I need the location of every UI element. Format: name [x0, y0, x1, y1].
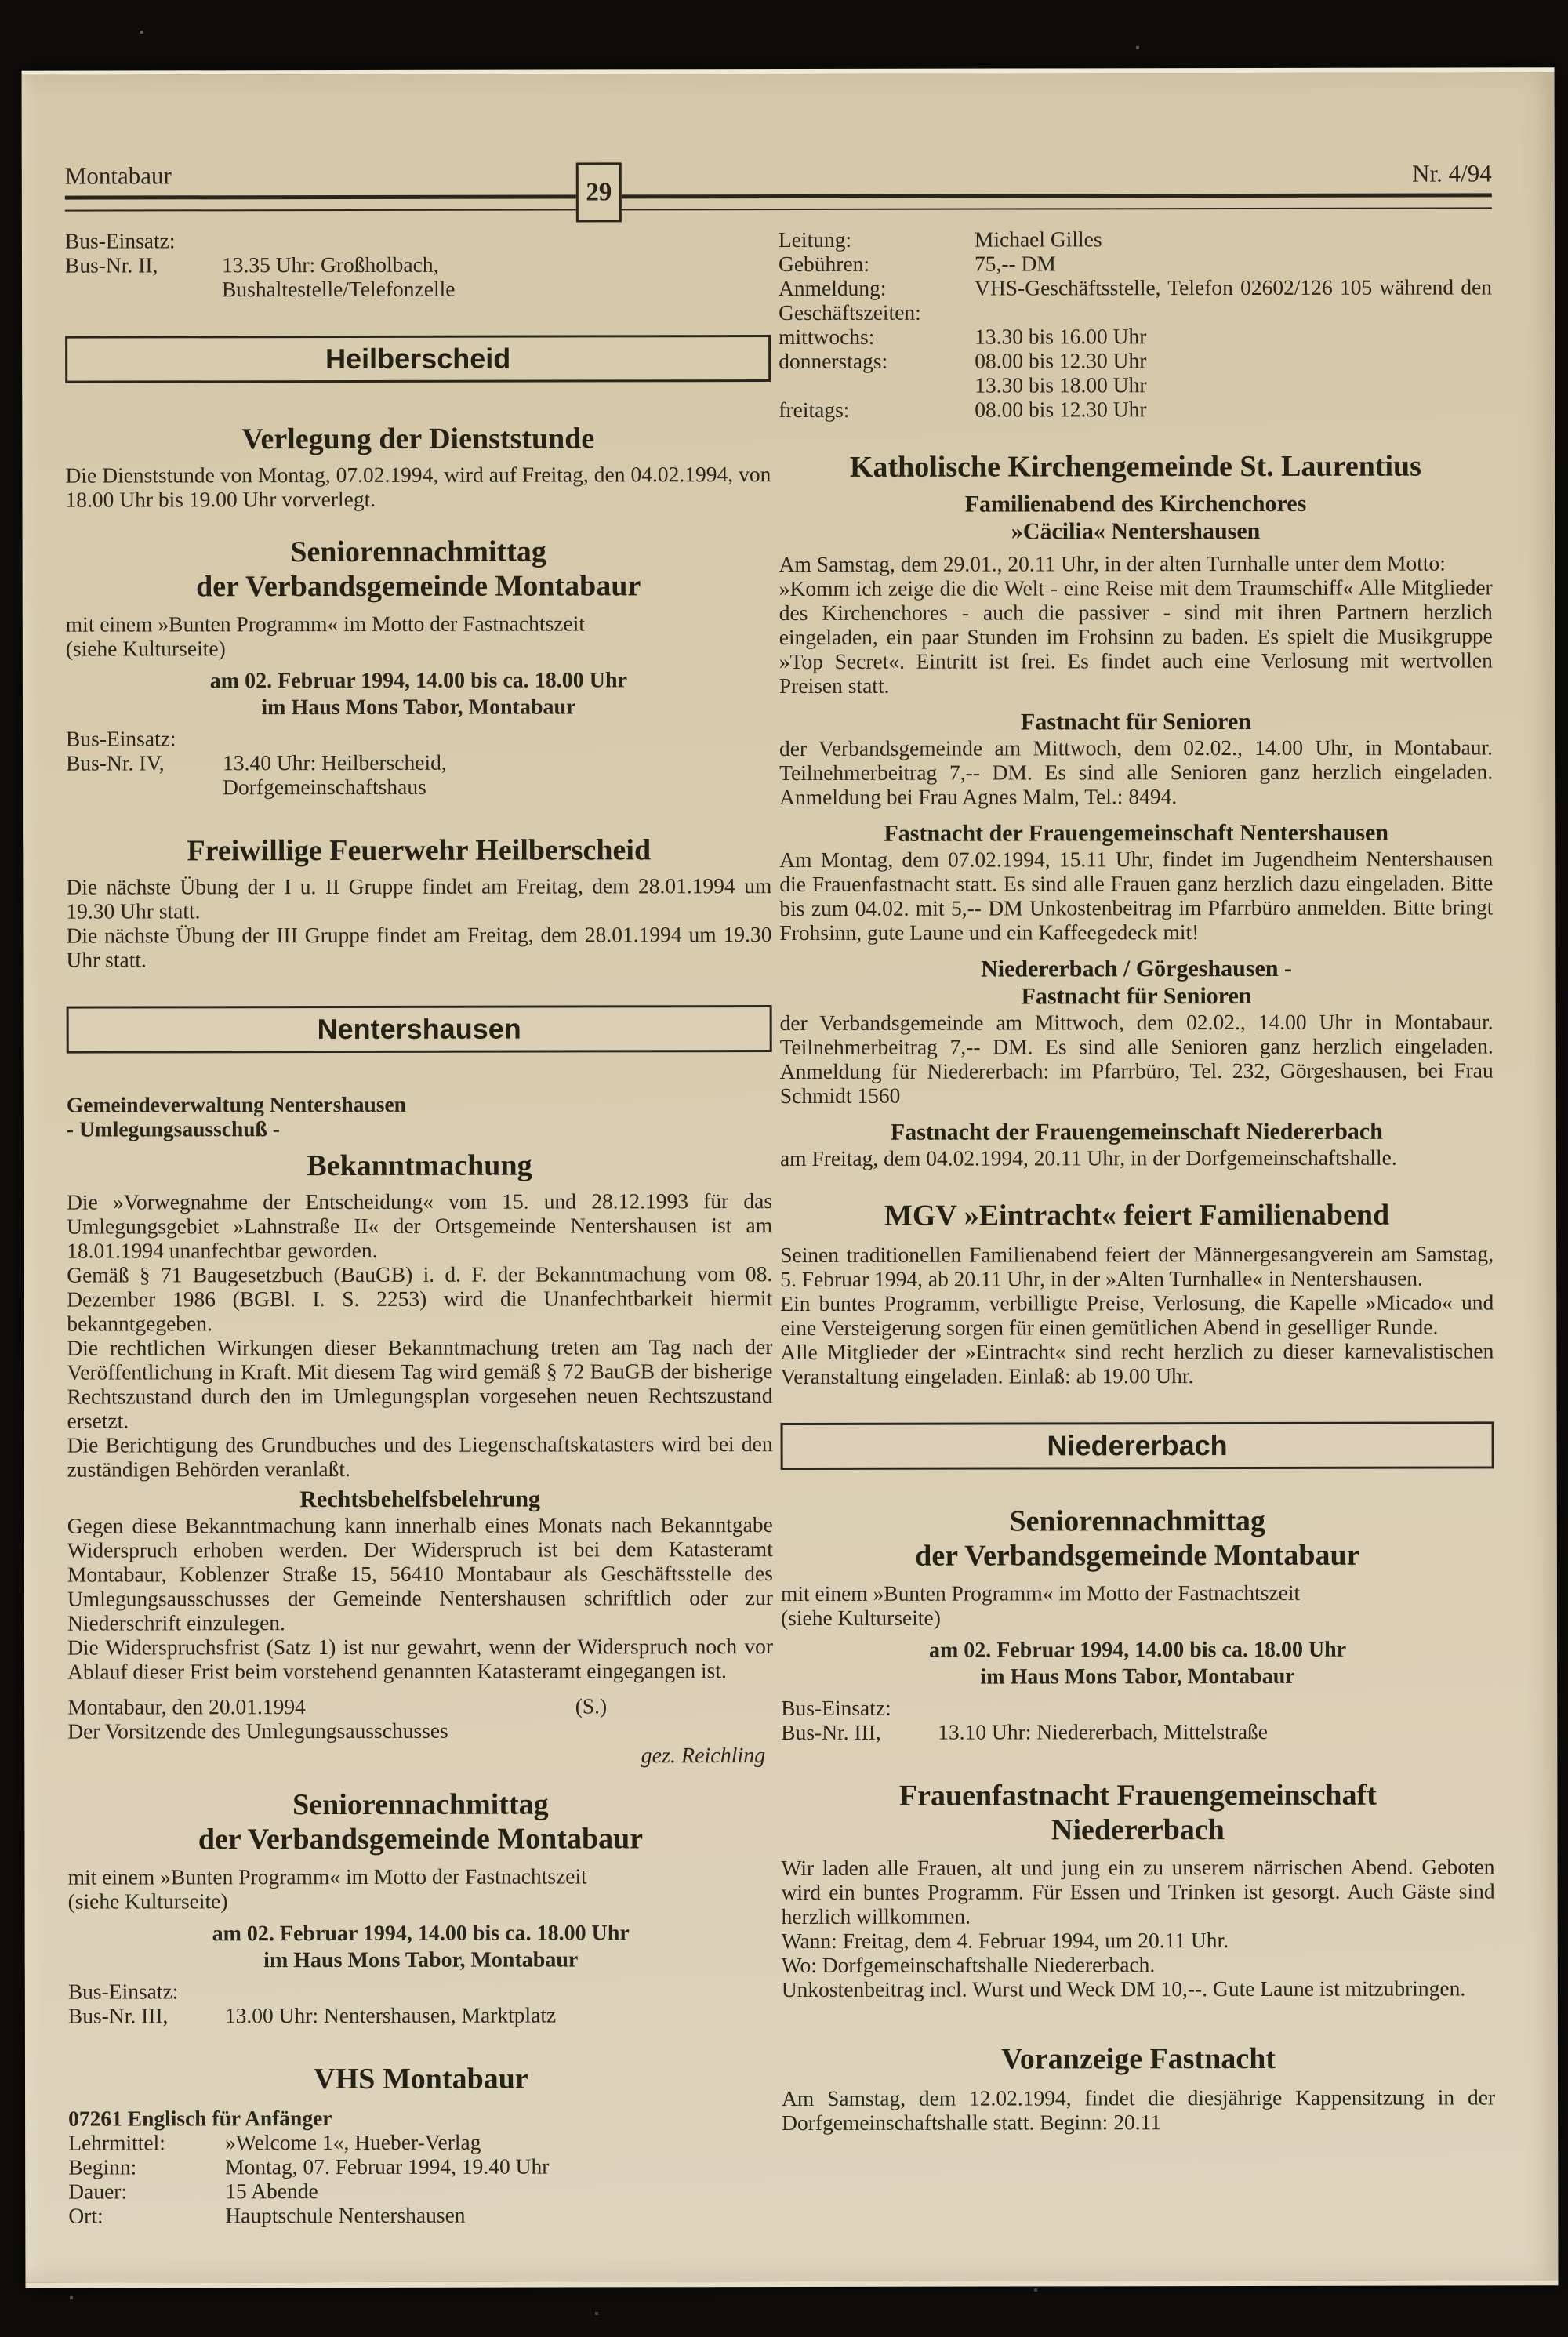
senioren-venue: im Haus Mons Tabor, Montabaur — [980, 1664, 1295, 1689]
signature-place-date: Montabaur, den 20.01.1994 — [67, 1694, 306, 1719]
vhs-info-row: Lehrmittel: »Welcome 1«, Hueber-Verlag — [68, 2129, 481, 2155]
anmeldung-label: Anmeldung: — [778, 275, 887, 301]
authority-line: - Umlegungsausschuß - — [66, 1116, 280, 1141]
masthead — [65, 160, 1492, 189]
anmeldung-value: VHS-Geschäftsstelle, Telefon 02602/126 105 während den Geschäftszeiten: — [779, 274, 1493, 325]
section-title-feuerwehr: Freiwillige Feuerwehr Heilberscheid — [187, 833, 652, 868]
section-title-voranzeige: Voranzeige Fastnacht — [1000, 2041, 1276, 2076]
bus-row — [66, 749, 771, 775]
left-column — [65, 227, 774, 2228]
section-title-kirchengemeinde: Katholische Kirchengemeinde St. Laurentius — [849, 449, 1421, 484]
senioren-intro: mit einem »Bunten Programm« im Motto der Fastnachtszeit — [780, 1580, 1301, 1606]
mgv-paragraph: Seinen traditionellen Familienabend feiert der Männergesangverein am Samstag, 5. Februar 1994, ab 20.11 Uhr, in der »Alten Turnhalle« in Nentershausen. — [780, 1241, 1494, 1292]
senioren-venue: im Haus Mons Tabor, Montabaur — [261, 695, 576, 720]
mgv-paragraph: Alle Mitglieder der »Eintracht« sind recht herzlich zu dieser karnevalistischen Veranstaltung eingeladen. Einlaß: ab 19.00 Uhr. — [780, 1338, 1494, 1389]
page-number: 29 — [586, 177, 612, 206]
verlegung-body: Die Dienststunde von Montag, 07.02.1994, wird auf Freitag, den 04.02.1994, von 18.00 Uhr bis 19.00 Uhr vorverlegt. — [65, 462, 771, 512]
bus-row — [65, 276, 771, 302]
bus-stop: Bushaltestelle/Telefonzelle — [221, 276, 456, 302]
signature-seal: (S.) — [575, 1693, 608, 1718]
section-title-mgv: MGV »Eintracht« feiert Familienabend — [884, 1198, 1390, 1232]
vhs-info-row: Leitung: Michael Gilles — [778, 227, 1102, 252]
vhs-course-title: 07261 Englisch für Anfänger — [68, 2106, 332, 2131]
voranzeige-body: Am Samstag, dem 12.02.1994, findet die diesjährige Kappensitzung in der Dorfgemeinschaftshalle statt. Beginn: 20.11 — [782, 2085, 1496, 2136]
office-hours-row: donnerstags: 08.00 bis 12.30 Uhr — [779, 348, 1147, 374]
senioren-intro: mit einem »Bunten Programm« im Motto der Fastnachtszeit — [65, 611, 585, 637]
bus-time-place: 13.35 Uhr: Großholbach, — [221, 252, 439, 278]
frauenfastnacht-paragraph: Unkostenbeitrag incl. Wurst und Weck DM 10,--. Gute Laune ist mitzubringen. — [781, 1976, 1466, 2002]
bus-einsatz-label: Bus-Einsatz: — [65, 726, 176, 751]
bekanntmachung-paragraph: Gemäß § 71 Baugesetzbuch (BauGB) i. d. F. der Bekanntmachung vom 08. Dezember 1986 (BGBl. I. S. 2253) wird die Unanfechtbarkeit hiermit bekanntgegeben. — [67, 1261, 773, 1336]
bus-einsatz-label: Bus-Einsatz: — [67, 1979, 179, 2004]
section-title-seniorennachmittag: Seniorennachmittag der Verbandsgemeinde Montabaur — [915, 1504, 1360, 1573]
frauenfastnacht-wo: Wo: Dorfgemeinschaftshalle Niedererbach. — [781, 1952, 1156, 1978]
feuerwehr-paragraph: Die nächste Übung der I u. II Gruppe findet am Freitag, dem 28.01.1994 um 19.30 Uhr statt. — [66, 873, 772, 924]
section-title-vhs: VHS Montabaur — [314, 2062, 528, 2096]
subsection-title-fastnacht-senioren: Fastnacht für Senioren — [1021, 982, 1252, 1010]
frauen-niedererbach-body: am Freitag, dem 04.02.1994, 20.11 Uhr, in der Dorfgemeinschaftshalle. — [779, 1145, 1397, 1171]
frauenfastnacht-paragraph: Wir laden alle Frauen, alt und jung ein zu unserem närrischen Abend. Geboten wird ein buntes Programm. Für Essen und Trinken ist gesorgt. Auch Gäste sind herzlich willkommen. — [781, 1854, 1495, 1929]
subsection-title-caecilia: »Cäcilia« Nentershausen — [1011, 517, 1261, 545]
vhs-info-row: Beginn: Montag, 07. Februar 1994, 19.40 Uhr — [68, 2154, 550, 2179]
newspaper-page — [22, 67, 1559, 2288]
bus-einsatz-label: Bus-Einsatz: — [64, 228, 176, 253]
bus-time-place: 13.40 Uhr: Heilberscheid, — [223, 749, 447, 775]
bus-row — [66, 774, 771, 800]
bus-row — [68, 2002, 774, 2028]
rechtsbehelf-paragraph: Gegen diese Bekanntmachung kann innerhalb eines Monats nach Bekanntgabe Widerspruch erhoben werden. Der Widerspruch ist bei dem Katasteramt Montabaur, Koblenzer Straße 15, 56410 Montabaur als Geschäftsstelle des Umlegungsausschusses der Gemeinde Nentershausen schriftlich oder zur Niederschrift einzulegen. — [67, 1512, 773, 1635]
locality-box-nentershausen: Nentershausen — [67, 1005, 772, 1054]
bus-number: Bus-Nr. III, — [67, 2003, 169, 2028]
vhs-info-row: Dauer: 15 Abende — [68, 2179, 318, 2204]
bus-number: Bus-Nr. III, — [781, 1719, 881, 1745]
senioren-venue: im Haus Mons Tabor, Montabaur — [263, 1947, 579, 1973]
rechtsbehelf-paragraph: Die Widerspruchsfrist (Satz 1) ist nur gewahrt, wenn der Widerspruch noch vor Ablauf dieser Frist beim vorstehend genannten Katasteramt eingegangen ist. — [67, 1634, 774, 1684]
page-title: Montabaur — [64, 161, 172, 190]
senioren-datetime: am 02. Februar 1994, 14.00 bis ca. 18.00 Uhr — [212, 1921, 630, 1947]
section-title-verlegung: Verlegung der Dienststunde — [241, 422, 595, 456]
signature-row — [67, 1693, 773, 1719]
subsection-title-frauen-nentershausen: Fastnacht der Frauengemeinschaft Nentershausen — [884, 819, 1389, 847]
bus-number: Bus-Nr. IV, — [66, 750, 165, 775]
office-hours-row: 13.30 bis 18.00 Uhr — [975, 372, 1147, 397]
bus-stop: Dorfgemeinschaftshaus — [223, 774, 426, 800]
office-hours-row: mittwochs: 13.30 bis 16.00 Uhr — [779, 324, 1147, 350]
feuerwehr-paragraph: Die nächste Übung der III Gruppe findet am Freitag, dem 28.01.1994 um 19.30 Uhr statt. — [66, 922, 772, 972]
page-number-badge — [576, 162, 622, 222]
bus-row — [65, 252, 771, 278]
senioren-intro2: (siehe Kulturseite) — [65, 636, 226, 661]
bus-row — [781, 1718, 1494, 1744]
familienabend-paragraph: Am Samstag, dem 29.01., 20.11 Uhr, in der alten Turnhalle unter dem Motto: — [779, 550, 1446, 577]
masthead-rule — [65, 177, 1492, 211]
familienabend-paragraph: »Komm ich zeige die die Welt - eine Reise mit dem Traumschiff« Alle Mitglieder des Kirchenchores - auch die passiver - sind mit ihren Partnern herzlich eingeladen, ein paar Stunden im Frohsinn zu baden. Es spielt die Musikgruppe »Top Secret«. Eintritt ist frei. Es findet auch eine Verlosung mit wertvollen Preisen statt. — [779, 575, 1493, 699]
section-title-seniorennachmittag: Seniorennachmittag der Verbandsgemeinde Montabaur — [196, 535, 641, 604]
section-title-frauenfastnacht: Frauenfastnacht Frauengemeinschaft Niedererbach — [898, 1778, 1377, 1847]
section-title-bekanntmachung: Bekanntmachung — [307, 1149, 532, 1183]
anmeldung-row — [779, 274, 1492, 325]
bekanntmachung-paragraph: Die »Vorwegnahme der Entscheidung« vom 15. und 28.12.1993 für das Umlegungsgebiet »Lahnstraße II« der Ortsgemeinde Nentershausen ist am 18.01.1994 unanfechtbar geworden. — [67, 1188, 773, 1263]
subsection-title-niedererbach-goergeshausen: Niedererbach / Görgeshausen - — [981, 955, 1293, 982]
office-hours-row: freitags: 08.00 bis 12.30 Uhr — [779, 397, 1147, 423]
bus-time-place: 13.00 Uhr: Nentershausen, Marktplatz — [224, 2002, 557, 2028]
senioren-intro2: (siehe Kulturseite) — [780, 1605, 941, 1631]
bus-einsatz-label: Bus-Einsatz: — [781, 1695, 891, 1721]
bus-number: Bus-Nr. II, — [64, 252, 158, 278]
issue-number: Nr. 4/94 — [1412, 159, 1492, 187]
frauenfastnacht-wann: Wann: Freitag, dem 4. Februar 1994, um 20.11 Uhr. — [781, 1928, 1229, 1954]
subsection-title-rechtsbehelf: Rechtsbehelfsbelehrung — [299, 1486, 541, 1513]
frauen-nentershausen-body: Am Montag, dem 07.02.1994, 15.11 Uhr, findet im Jugendheim Nentershausen die Frauenfastnacht statt. Es sind alle Frauen ganz herzlich dazu eingeladen. Bitte bis zum 04.02. mit 5,-- DM Unkostenbeitrag im Pfarrbüro anmelden. Bitte bringt Frohsinn, gute Laune und ein Kaffeegedeck mit! — [779, 846, 1494, 945]
locality-box-niedererbach: Niedererbach — [781, 1421, 1494, 1470]
fastnacht-senioren-body: der Verbandsgemeinde am Mittwoch, dem 02.02., 14.00 Uhr, in Montabaur. Teilnehmerbeitrag 7,-- DM. Es sind alle Senioren ganz herzlich eingeladen. Anmeldung bei Frau Agnes Malm, Tel.: 8494. — [779, 735, 1494, 810]
subsection-title-frauen-niedererbach: Fastnacht der Frauengemeinschaft Niedererbach — [890, 1118, 1383, 1145]
signature-name: gez. Reichling — [641, 1744, 766, 1769]
niedererbach-goergeshausen-body: der Verbandsgemeinde am Mittwoch, dem 02.02., 14.00 Uhr in Montabaur. Teilnehmerbeitrag 7,-- DM. Es sind alle Senioren ganz herzlich eingeladen. Anmeldung für Niedererbach: im Pfarrbüro, Tel. 232, Görgeshausen, bei Frau Schmidt 1560 — [779, 1009, 1494, 1109]
section-title-seniorennachmittag: Seniorennachmittag der Verbandsgemeinde Montabaur — [198, 1787, 644, 1856]
locality-box-heilberscheid: Heilberscheid — [65, 335, 771, 383]
senioren-datetime: am 02. Februar 1994, 14.00 bis ca. 18.00 Uhr — [209, 668, 628, 694]
bus-time-place: 13.10 Uhr: Niedererbach, Mittelstraße — [938, 1718, 1269, 1744]
senioren-datetime: am 02. Februar 1994, 14.00 bis ca. 18.00 Uhr — [928, 1637, 1347, 1663]
authority-line: Gemeindeverwaltung Nentershausen — [66, 1091, 406, 1117]
subsection-title-familienabend: Familienabend des Kirchenchores — [964, 490, 1307, 517]
senioren-intro: mit einem »Bunten Programm« im Motto der Fastnachtszeit — [67, 1863, 587, 1889]
scan-dust — [0, 0, 2, 2]
senioren-intro2: (siehe Kulturseite) — [67, 1889, 228, 1914]
vhs-info-row: Ort: Hauptschule Nentershausen — [68, 2202, 466, 2228]
bekanntmachung-paragraph: Die Berichtigung des Grundbuches und des Liegenschaftskatasters wird bei den zuständigen Behörden veranlaßt. — [67, 1432, 773, 1482]
vhs-info-row: Gebühren: 75,-- DM — [778, 251, 1056, 277]
subsection-title-fastnacht-senioren: Fastnacht für Senioren — [1021, 708, 1251, 735]
bekanntmachung-paragraph: Die rechtlichen Wirkungen dieser Bekanntmachung treten am Tag nach der Veröffentlichung in Kraft. Mit diesem Tag wird gemäß § 72 BauGB der bisherige Rechtszustand durch den im Umlegungsplan vorgesehen neuen Rechtszustand ersetzt. — [67, 1334, 773, 1433]
signature-role: Der Vorsitzende des Umlegungsausschusses — [67, 1718, 448, 1744]
mgv-paragraph: Ein buntes Programm, verbilligte Preise, Verlosung, die Kapelle »Micado« und eine Versteigerung sorgen für einen gemütlichen Abend in geselliger Runde. — [780, 1290, 1494, 1341]
right-column — [779, 226, 1495, 2226]
